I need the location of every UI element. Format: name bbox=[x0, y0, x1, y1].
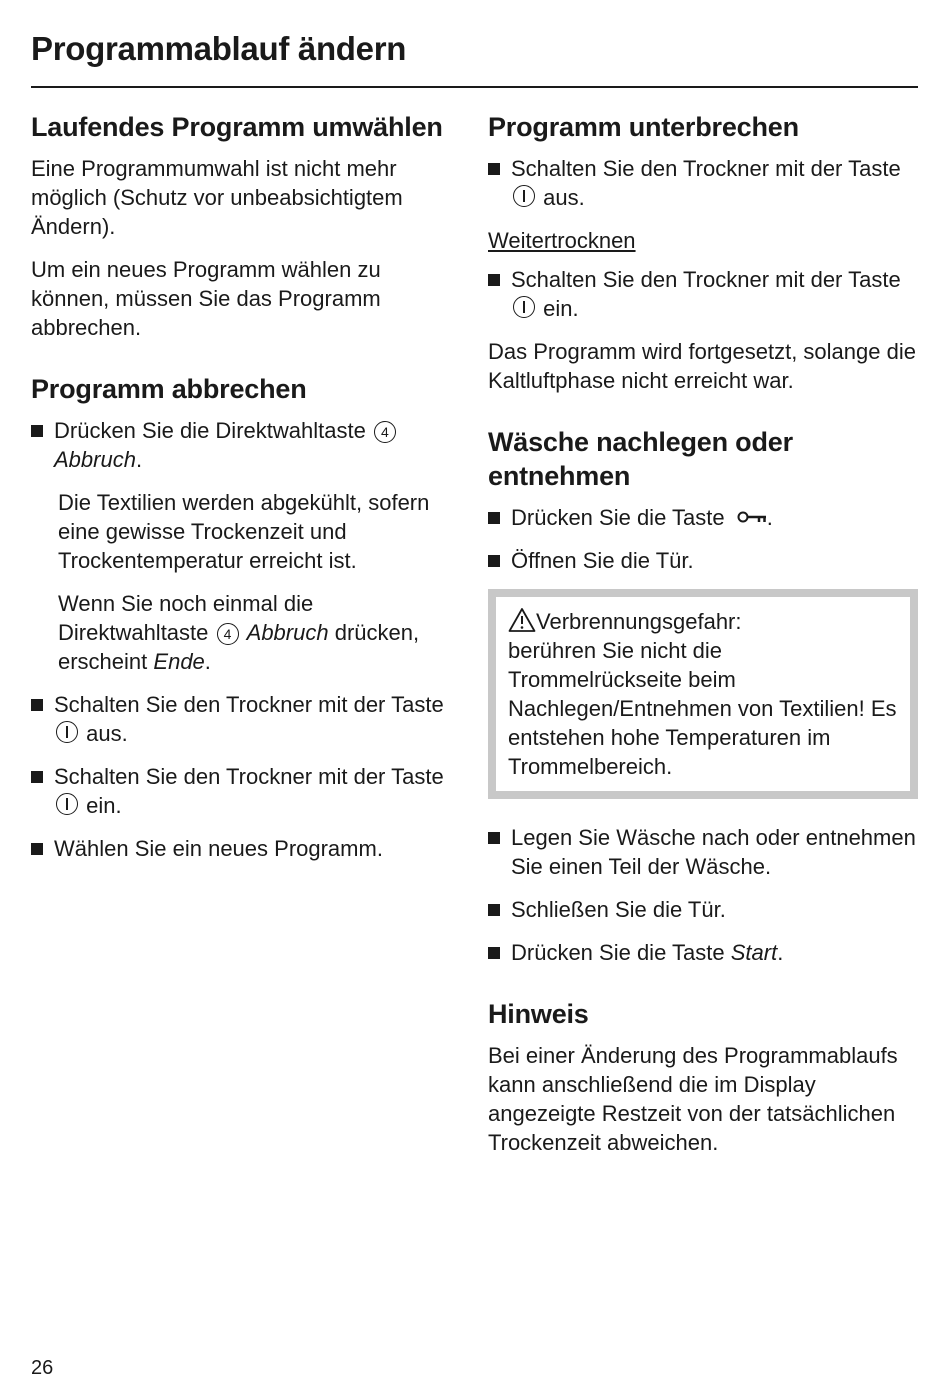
item-text: Legen Sie Wäsche nach oder entnehmen Sie einen Teil der Wäsche. bbox=[511, 825, 916, 879]
left-column bbox=[31, 110, 456, 893]
square-bullet-icon bbox=[488, 512, 500, 524]
page-title: Programmablauf ändern bbox=[31, 30, 407, 67]
section-programm-umwaehlen bbox=[31, 110, 456, 342]
text: drücken, erscheint bbox=[58, 620, 420, 674]
instruction-list bbox=[488, 823, 918, 967]
item-text: Schalten Sie den Trockner mit der Taste bbox=[511, 156, 901, 181]
paragraph: Die Textilien werden abgekühlt, sofern eine gewisse Trockenzeit und Trockentemperatur erreicht ist. bbox=[58, 490, 430, 573]
warning-triangle-icon bbox=[508, 607, 536, 633]
warning-box bbox=[488, 589, 918, 799]
subheading-weitertrocknen: Weitertrocknen bbox=[488, 228, 636, 253]
paragraph: Bei einer Änderung des Programmablaufs kann anschließend die im Display angezeigte Restzeit von der tatsächlichen Trockenzeit abweichen. bbox=[488, 1043, 898, 1155]
item-end: . bbox=[135, 447, 143, 472]
title-divider bbox=[31, 86, 918, 88]
list-item bbox=[488, 265, 918, 323]
item-text: Schalten Sie den Trockner mit der Taste bbox=[54, 692, 444, 717]
square-bullet-icon bbox=[31, 771, 43, 783]
item-text: Schalten Sie den Trockner mit der Taste bbox=[54, 764, 444, 789]
square-bullet-icon bbox=[488, 904, 500, 916]
list-item bbox=[488, 938, 918, 967]
square-bullet-icon bbox=[31, 843, 43, 855]
square-bullet-icon bbox=[488, 555, 500, 567]
list-item bbox=[31, 416, 456, 474]
paragraph: Das Programm wird fortgesetzt, solange die Kaltluftphase nicht erreicht war. bbox=[488, 339, 916, 393]
item-text: ein. bbox=[86, 793, 122, 818]
paragraph: Um ein neues Programm wählen zu können, müssen Sie das Programm abbrechen. bbox=[31, 257, 381, 340]
heading-programm-abbrechen: Programm abbrechen bbox=[31, 374, 307, 404]
item-text: aus. bbox=[86, 721, 128, 746]
list-item bbox=[31, 762, 456, 820]
instruction-list bbox=[488, 503, 918, 575]
instruction-list bbox=[31, 690, 456, 863]
item-text: Drücken Sie die Direktwahltaste bbox=[54, 418, 366, 443]
instruction-list bbox=[488, 265, 918, 323]
key-4-icon: 4 bbox=[217, 623, 239, 645]
text: Wenn Sie noch einmal die Direktwahltaste bbox=[58, 591, 314, 645]
indented-notes bbox=[31, 488, 456, 676]
item-text: Drücken Sie die Taste bbox=[511, 505, 725, 530]
heading-waesche-nachlegen: Wäsche nachlegen oder entnehmen bbox=[488, 427, 793, 491]
page-number: 26 bbox=[31, 1357, 54, 1379]
instruction-list bbox=[488, 154, 918, 212]
key-4-icon: 4 bbox=[374, 421, 396, 443]
paragraph: Eine Programmumwahl ist nicht mehr möglich (Schutz vor unbeabsichtigtem Ändern). bbox=[31, 156, 403, 239]
power-button-icon bbox=[513, 185, 535, 207]
warning-title-line bbox=[508, 607, 898, 636]
section-programm-abbrechen bbox=[31, 372, 456, 863]
text-italic: Abbruch bbox=[246, 620, 329, 645]
power-button-icon bbox=[56, 721, 78, 743]
square-bullet-icon bbox=[488, 163, 500, 175]
heading-hinweis: Hinweis bbox=[488, 999, 589, 1029]
section-hinweis bbox=[488, 997, 918, 1157]
power-button-icon bbox=[56, 793, 78, 815]
square-bullet-icon bbox=[488, 274, 500, 286]
square-bullet-icon bbox=[488, 832, 500, 844]
warning-title: Verbrennungsgefahr: bbox=[536, 609, 742, 634]
item-italic: Start bbox=[730, 940, 778, 965]
text-end: . bbox=[204, 649, 211, 674]
list-item bbox=[488, 895, 918, 924]
list-item bbox=[488, 154, 918, 212]
heading-programm-unterbrechen: Programm unterbrechen bbox=[488, 112, 799, 142]
item-text: Öffnen Sie die Tür. bbox=[511, 548, 694, 573]
item-text: Drücken Sie die Taste bbox=[511, 940, 725, 965]
item-text: ein. bbox=[543, 296, 579, 321]
list-item bbox=[488, 503, 918, 532]
square-bullet-icon bbox=[31, 425, 43, 437]
warning-text: berühren Sie nicht die Trommelrückseite beim Nachlegen/Entnehmen von Textilien! Es entstehen hohe Temperaturen im Trommelbereich. bbox=[508, 638, 897, 779]
item-end: . bbox=[777, 940, 784, 965]
list-item bbox=[31, 834, 456, 863]
list-item bbox=[488, 546, 918, 575]
item-italic: Abbruch bbox=[54, 447, 136, 472]
key-icon bbox=[737, 511, 767, 523]
text-italic: Ende bbox=[153, 649, 205, 674]
item-end: . bbox=[766, 505, 773, 530]
right-column bbox=[488, 110, 918, 1187]
list-item bbox=[488, 823, 918, 881]
power-button-icon bbox=[513, 296, 535, 318]
section-waesche-nachlegen bbox=[488, 425, 918, 967]
list-item bbox=[31, 690, 456, 748]
section-programm-unterbrechen bbox=[488, 110, 918, 395]
heading-programm-umwaehlen: Laufendes Programm umwählen bbox=[31, 112, 443, 142]
item-text: aus. bbox=[543, 185, 585, 210]
instruction-list bbox=[31, 416, 456, 474]
item-text: Schalten Sie den Trockner mit der Taste bbox=[511, 267, 901, 292]
square-bullet-icon bbox=[488, 947, 500, 959]
item-text: Schließen Sie die Tür. bbox=[511, 897, 726, 922]
paragraph bbox=[58, 589, 456, 676]
square-bullet-icon bbox=[31, 699, 43, 711]
item-text: Wählen Sie ein neues Programm. bbox=[54, 836, 383, 861]
